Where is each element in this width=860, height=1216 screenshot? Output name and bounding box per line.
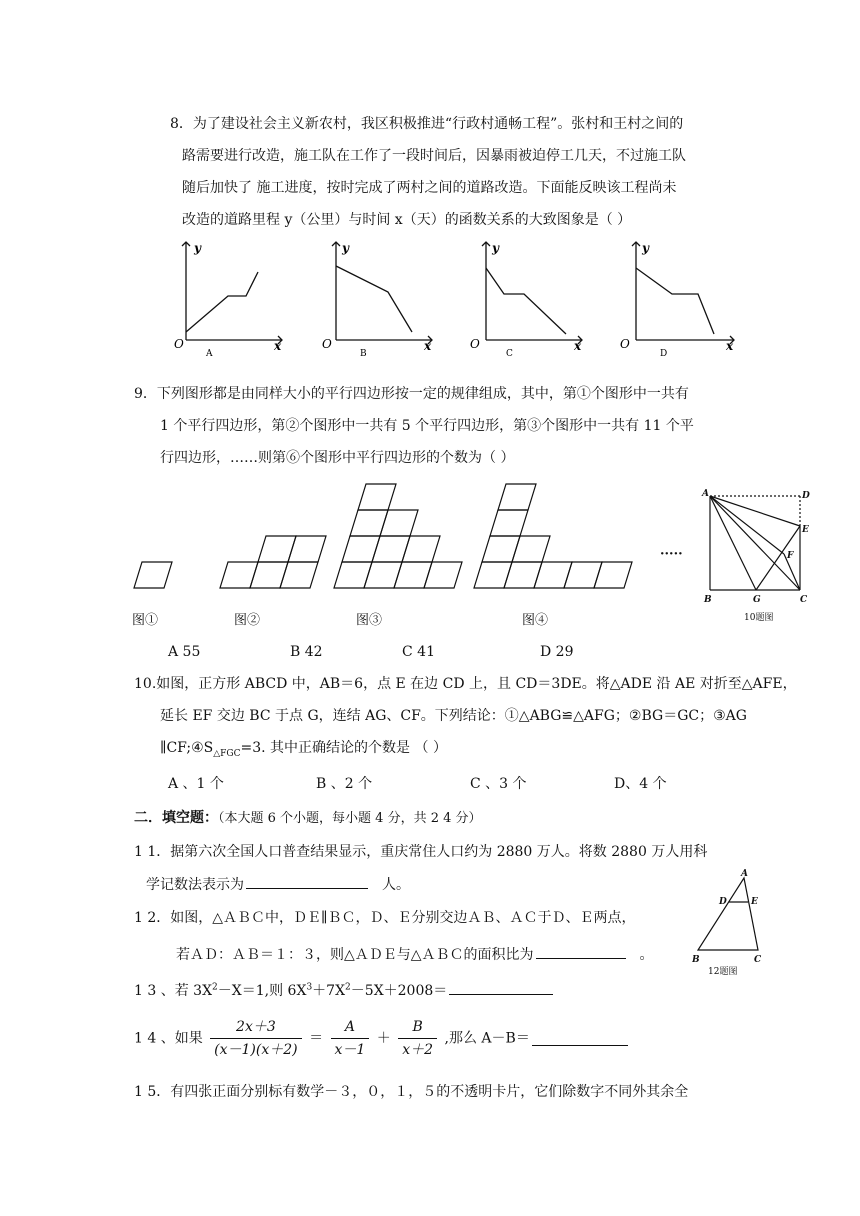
svg-text:G: G [753,595,761,605]
q9-option-d: D 29 [540,644,574,660]
q8-line2: 路需要进行改造，施工队在工作了一段时间后，因暴雨被迫停工几天，不过施工队 [182,148,686,164]
q8-graph-d-label: D [660,349,668,356]
svg-text:y: y [642,241,649,255]
q8-graph-b-label: B [360,349,367,356]
svg-text:B: B [692,955,700,965]
fig1-label: 图① [132,613,159,628]
q10-line3: $\parallel CF;④S_{\triangle FGC}=3$. 其中正确结论的个数是 （ ） [160,740,447,759]
q9-line2: 1 个平行四边形，第②个图形中一共有 5 个平行四边形，第③个图形中一共有 11 个平 [160,418,694,434]
q13-answer-blank[interactable] [449,980,553,995]
svg-text:x: x [274,339,282,353]
q10-line1: 10.如图，正方形 ABCD 中，AB＝6，点 E 在边 CD 上，且 CD＝3DE。将△ADE 沿 AE 对折至△AFE， [134,676,797,692]
fig12-triangle [692,868,772,978]
q11-answer-blank[interactable] [246,874,368,889]
q8-graph-a [166,238,286,356]
svg-text:E: E [802,525,809,535]
q9-line3: 行四边形，……则第⑥个图形中平行四边形的个数为（ ） [160,450,515,466]
q8-line3: 随后加快了 施工进度，按时完成了两村之间的道路改造。下面能反映该工程尚未 [182,180,677,196]
q8-graph-a-curve [186,272,258,332]
svg-text:x: x [726,339,734,353]
fig10-square [698,484,818,628]
q8-graph-d-curve [636,268,714,334]
svg-text:y: y [342,241,349,255]
svg-text:x: x [424,339,432,353]
q10-option-c: C 、3 个 [470,776,527,792]
svg-text:D: D [802,491,810,501]
svg-text:O: O [174,337,184,351]
fig4-shape [474,484,632,588]
q10-option-b: B 、2 个 [316,776,373,792]
fig3-label: 图③ [356,613,383,628]
section2-heading: 二．填空题：（本大题 6 个小题，每小题 4 分，共 2 4 分） [134,810,482,826]
q8-graph-c-curve [486,268,566,334]
q12-answer-blank[interactable] [536,944,626,959]
q8-graph-b-curve [336,266,412,332]
q14-line: 1 4 、如果 $\frac{2x+3}{(x-1)(x+2)}$ ＝ $\frac{A}{x-1}$ ＋ $\frac{B}{x+2}$ ,那么 A－B＝ [134,1016,628,1061]
fig4-label: 图④ [522,613,549,628]
fig3-shape [334,484,462,588]
svg-text:C: C [800,595,808,605]
q10-option-a: A 、1 个 [168,776,224,792]
q8-graph-c [466,238,586,356]
q8-graph-a-label: A [206,349,213,356]
q8-graph-d [616,238,740,356]
fig2-label: 图② [234,613,261,628]
svg-text:O: O [470,337,480,351]
svg-text:O: O [620,337,630,351]
q15-line1: 1 5．有四张正面分别标有数学－３，０，１，５的不透明卡片，它们除数字不同外其余全 [134,1084,689,1100]
svg-text:A: A [741,869,748,879]
q13-line: 1 3 、若 $3X^2-X=1$,则 $6X^3+7X^2-5X+2008=$ [134,980,553,1001]
q11-line1: 1 1．据第六次全国人口普查结果显示，重庆常住人口约为 2880 万人。将数 2880 万人用科 [134,844,708,860]
q14-fraction-a: $\frac{A}{x-1}$ [331,1016,370,1061]
fig12-caption: 12题图 [708,967,738,977]
q9-option-c: C 41 [402,644,435,660]
q10-option-d: D、4 个 [614,776,667,792]
q11-line2: 学记数法表示为 人。 [146,874,410,895]
q10-line2: 延长 EF 交边 BC 于点 G，连结 AG、CF。下列结论：①△ABG≌△AFG；②BG＝GC；③AG [160,708,747,724]
q8-graph-b [316,238,436,356]
q9-line1: 9．下列图形都是由同样大小的平行四边形按一定的规律组成，其中，第①个图形中一共有 [134,386,689,402]
q12-line1: 1 2．如图，△ＡＢＣ中，ＤＥ∥ＢＣ，Ｄ、Ｅ分别交边ＡＢ、ＡＣ于Ｄ、Ｅ两点， [134,910,636,926]
q8-line4: 改造的道路里程 y（公里）与时间 x（天）的函数关系的大致图象是（ ） [182,212,632,228]
q9-option-b: B 42 [290,644,323,660]
svg-text:x: x [574,339,582,353]
q9-figures [128,478,698,638]
q14-fraction-b: $\frac{B}{x+2}$ [398,1016,437,1061]
q9-option-a: A 55 [168,644,201,660]
svg-text:y: y [492,241,499,255]
q12-line2: 若ＡＤ：ＡＢ＝１：３，则△ＡＤＥ与△ＡＢＣ的面积比为 。 [176,944,654,965]
q8-graph-c-label: C [506,349,513,356]
fig1-parallelogram [134,562,172,588]
svg-text:F: F [787,551,794,561]
fig2-shape [220,536,326,588]
q9-dots: ····· [660,547,683,562]
fig10-caption: 10题图 [744,613,774,623]
q14-answer-blank[interactable] [532,1031,628,1046]
svg-text:A: A [702,489,709,499]
svg-text:E: E [751,897,758,907]
svg-text:y: y [194,241,201,255]
svg-text:O: O [322,337,332,351]
svg-text:B: B [704,595,712,605]
svg-text:C: C [754,955,762,965]
q8-line1: 8．为了建设社会主义新农村，我区积极推进“行政村通畅工程”。张村和王村之间的 [170,116,684,132]
svg-text:D: D [719,897,727,907]
q14-fraction-left: $\frac{2x+3}{(x-1)(x+2)}$ [210,1016,301,1061]
